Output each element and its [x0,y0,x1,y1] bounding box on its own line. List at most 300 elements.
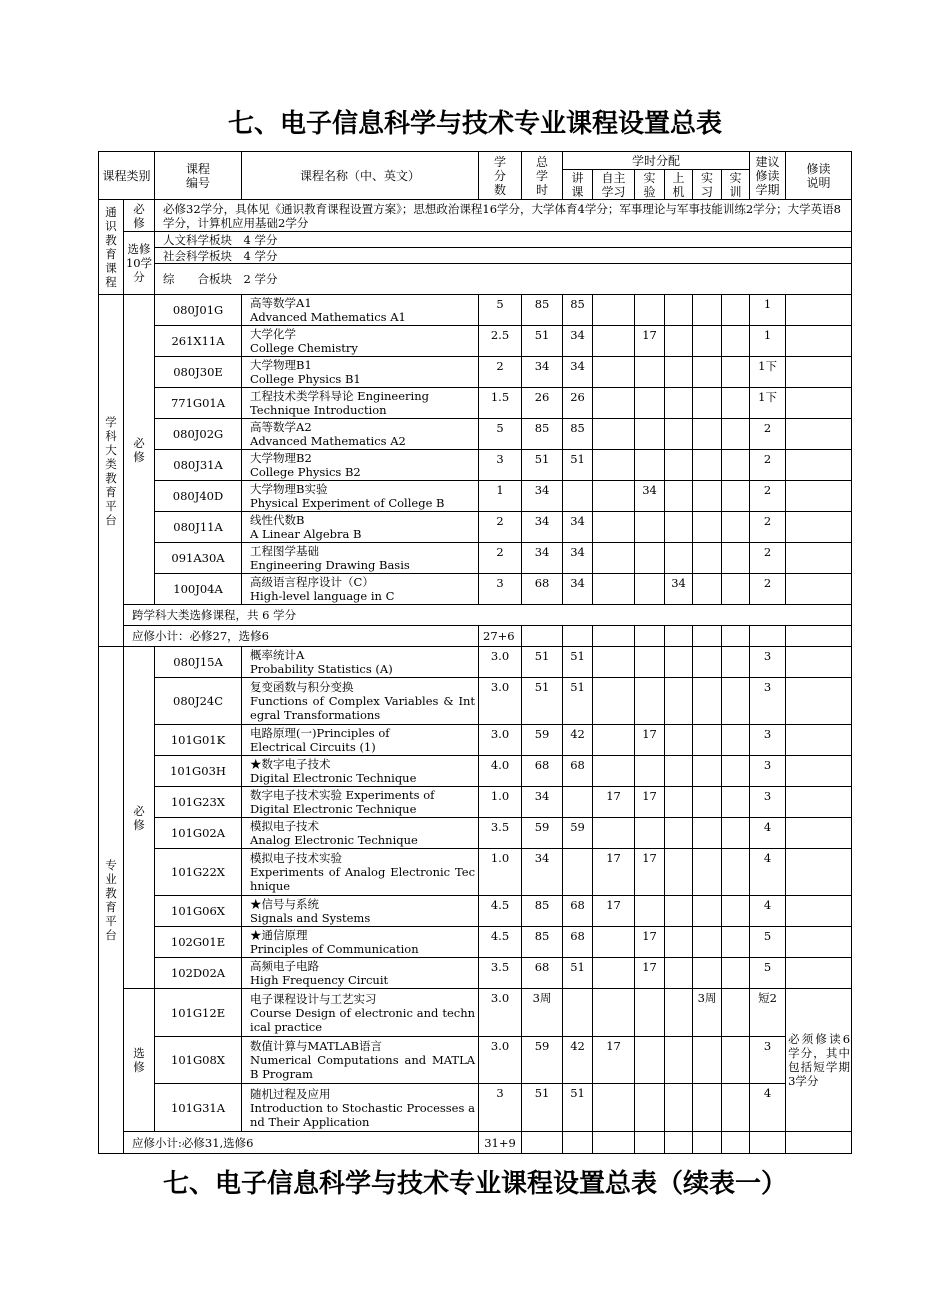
course-name [242,647,479,678]
credit-cell: 4.5 [479,896,522,927]
credit-cell: 2 [479,512,522,543]
experiment-cell [635,1084,665,1132]
course-code: 080J40D [155,481,242,512]
training-cell [722,357,750,388]
table-row [99,419,852,450]
term-cell: 4 [750,1084,786,1132]
course-name-en: Analog Electronic Technique [250,833,418,847]
header-training: 实训 [722,170,750,200]
training-cell [722,849,750,896]
term-cell: 5 [750,958,786,989]
experiment-cell [635,388,665,419]
course-code: 080J01G [155,295,242,326]
note-cell [786,787,852,818]
general-module: 人文科学板块 4 学分 [155,232,852,248]
self-study-cell [593,756,635,787]
credit-cell: 3 [479,450,522,481]
self-study-cell [593,818,635,849]
empty-cell [786,626,852,647]
self-study-cell: 17 [593,1037,635,1084]
course-name [242,896,479,927]
table-row [99,295,852,326]
training-cell [722,419,750,450]
computer-cell [665,326,693,357]
course-name [242,543,479,574]
term-cell: 1 [750,326,786,357]
experiment-cell: 17 [635,927,665,958]
note-cell [786,896,852,927]
empty-cell [693,1132,722,1154]
general-module: 综 合板块 2 学分 [155,264,852,295]
course-name-cn: ★通信原理 [250,928,308,942]
self-study-cell [593,512,635,543]
computer-cell [665,725,693,756]
credit-cell: 1.5 [479,388,522,419]
table-row [99,818,852,849]
course-name [242,787,479,818]
self-study-cell: 17 [593,787,635,818]
general-required-text: 必修32学分，具体见《通识教育课程设置方案》；思想政治课程16学分，大学体育4学分；军事理论与军事技能训练2学分；大学英语8学分，计算机应用基础2学分 [155,200,852,232]
experiment-cell [635,896,665,927]
training-cell [722,678,750,725]
total-hours-cell: 85 [522,896,563,927]
practice-cell [693,756,722,787]
credit-cell: 4.0 [479,756,522,787]
term-cell: 4 [750,849,786,896]
computer-cell [665,450,693,481]
experiment-cell [635,419,665,450]
course-name-cn: 高等数学A1 [250,296,312,310]
subtotal-label: 应修小计：必修27，选修6 [124,626,479,647]
term-cell: 3 [750,1037,786,1084]
lecture-cell [563,481,593,512]
lecture-cell: 85 [563,419,593,450]
practice-cell [693,787,722,818]
table-row [99,326,852,357]
practice-cell [693,512,722,543]
training-cell [722,388,750,419]
empty-cell [522,1132,563,1154]
empty-cell [786,1132,852,1154]
total-hours-cell: 34 [522,849,563,896]
training-cell [722,1084,750,1132]
training-cell [722,989,750,1037]
lecture-cell: 42 [563,1037,593,1084]
credit-cell: 5 [479,295,522,326]
empty-cell [722,1132,750,1154]
term-cell: 2 [750,450,786,481]
course-name [242,725,479,756]
computer-cell [665,927,693,958]
subtotal-value: 31+9 [479,1132,522,1154]
course-name-cn: 模拟电子技术实验 [250,851,343,865]
course-name-en: Numerical Computations and MATLAB Program [250,1053,476,1081]
experiment-cell: 17 [635,849,665,896]
course-name [242,1084,479,1132]
experiment-cell [635,574,665,605]
continued-title: 七、电子信息科学与技术专业课程设置总表（续表一） [162,1169,787,1199]
header-practice: 实习 [693,170,722,200]
course-name [242,958,479,989]
empty-cell [665,1132,693,1154]
course-name-en: College Chemistry [250,341,358,355]
experiment-cell: 17 [635,326,665,357]
note-cell [786,818,852,849]
computer-cell [665,818,693,849]
subtotal-row [99,1132,852,1154]
header-hour-distribution: 学时分配 [563,152,750,170]
lecture-cell: 51 [563,958,593,989]
course-code: 080J11A [155,512,242,543]
course-name [242,849,479,896]
discipline-platform-label: 学科大类教育平台 [99,295,124,647]
credit-cell: 1.0 [479,787,522,818]
computer-cell [665,543,693,574]
subtotal-row [99,626,852,647]
practice-cell [693,725,722,756]
computer-cell [665,647,693,678]
course-name-en: Physical Experiment of College B [250,496,445,510]
lecture-cell: 51 [563,678,593,725]
self-study-cell [593,927,635,958]
course-code: 101G08X [155,1037,242,1084]
training-cell [722,818,750,849]
lecture-cell: 42 [563,725,593,756]
course-name-en: Advanced Mathematics A2 [250,434,406,448]
credit-cell: 2 [479,357,522,388]
term-cell: 3 [750,787,786,818]
term-cell: 4 [750,896,786,927]
course-name-cn: ★信号与系统 [250,897,320,911]
course-code: 101G12E [155,989,242,1037]
total-hours-cell: 34 [522,543,563,574]
total-hours-cell: 85 [522,295,563,326]
credit-cell: 1.0 [479,849,522,896]
note-cell [786,419,852,450]
table-row [99,725,852,756]
self-study-cell [593,678,635,725]
term-cell: 3 [750,647,786,678]
term-cell: 2 [750,574,786,605]
credit-cell: 3.0 [479,989,522,1037]
empty-cell [665,626,693,647]
course-name [242,295,479,326]
header-credit: 学分数 [479,152,522,200]
computer-cell [665,481,693,512]
self-study-cell [593,481,635,512]
page-title: 七、电子信息科学与技术专业课程设置总表 [227,109,722,139]
course-name [242,818,479,849]
course-code: 101G06X [155,896,242,927]
course-code: 261X11A [155,326,242,357]
course-name-en: Digital Electronic Technique [250,802,417,816]
self-study-cell: 17 [593,849,635,896]
experiment-cell [635,678,665,725]
practice-cell [693,1037,722,1084]
table-row [99,678,852,725]
self-study-cell [593,357,635,388]
general-module: 社会科学板块 4 学分 [155,248,852,264]
self-study-cell [593,725,635,756]
computer-cell [665,989,693,1037]
term-cell: 4 [750,818,786,849]
table-row [99,896,852,927]
note-cell [786,512,852,543]
note-cell [786,574,852,605]
course-name-cn: 高频电子电路 [250,959,320,973]
course-name [242,388,479,419]
training-cell [722,725,750,756]
lecture-cell: 34 [563,326,593,357]
computer-cell [665,958,693,989]
training-cell [722,927,750,958]
course-name-cn: 大学物理B实验 [250,482,328,496]
lecture-cell: 59 [563,818,593,849]
course-code: 080J24C [155,678,242,725]
training-cell [722,647,750,678]
computer-cell [665,1037,693,1084]
course-name-en: Advanced Mathematics A1 [250,310,406,324]
practice-cell [693,450,722,481]
practice-cell [693,958,722,989]
computer-cell [665,295,693,326]
training-cell [722,896,750,927]
empty-cell [635,626,665,647]
term-cell: 5 [750,927,786,958]
course-name-en: Digital Electronic Technique [250,771,417,785]
term-cell: 1下 [750,357,786,388]
practice-cell [693,574,722,605]
lecture-cell: 34 [563,543,593,574]
empty-cell [522,626,563,647]
computer-cell [665,756,693,787]
training-cell [722,543,750,574]
course-code: 101G02A [155,818,242,849]
term-cell: 2 [750,419,786,450]
credit-cell: 3 [479,574,522,605]
training-cell [722,295,750,326]
training-cell [722,958,750,989]
experiment-cell [635,989,665,1037]
training-cell [722,450,750,481]
course-name-cn: ★数字电子技术 [250,757,331,771]
practice-cell [693,818,722,849]
empty-cell [563,1132,593,1154]
course-name-cn: 复变函数与积分变换 [250,680,354,694]
note-cell [786,725,852,756]
course-name [242,481,479,512]
course-name [242,756,479,787]
header-name: 课程名称（中、英文） [242,152,479,200]
total-hours-cell: 59 [522,1037,563,1084]
table-row [99,481,852,512]
training-cell [722,787,750,818]
computer-cell: 34 [665,574,693,605]
lecture-cell [563,849,593,896]
self-study-cell [593,419,635,450]
note-cell [786,357,852,388]
general-elective-label: 选修10学分 [124,232,155,295]
course-name-cn: 概率统计A [250,648,305,662]
practice-cell [693,357,722,388]
credit-cell: 2 [479,543,522,574]
practice-cell [693,678,722,725]
practice-cell [693,295,722,326]
total-hours-cell: 34 [522,787,563,818]
course-name-cn: 数字电子技术实验 Experiments of [250,788,435,802]
credit-cell: 4.5 [479,927,522,958]
total-hours-cell: 51 [522,326,563,357]
header-self-study: 自主学习 [593,170,635,200]
table-row [99,849,852,896]
lecture-cell: 51 [563,647,593,678]
course-name [242,326,479,357]
table-row [99,1037,852,1084]
self-study-cell: 17 [593,896,635,927]
course-name-cn: 高级语言程序设计（C） [250,575,374,589]
total-hours-cell: 68 [522,958,563,989]
computer-cell [665,896,693,927]
self-study-cell [593,958,635,989]
table-row [99,647,852,678]
course-name-cn: 数值计算与MATLAB语言 [250,1039,383,1053]
self-study-cell [593,295,635,326]
lecture-cell [563,787,593,818]
term-cell: 2 [750,481,786,512]
computer-cell [665,849,693,896]
course-name-en: Course Design of electronic and technical practice [250,1005,476,1034]
experiment-cell [635,1037,665,1084]
total-hours-cell: 34 [522,512,563,543]
computer-cell [665,388,693,419]
practice-cell [693,326,722,357]
course-name-en: High Frequency Circuit [250,973,389,987]
table-row [99,357,852,388]
self-study-cell [593,543,635,574]
elective-note: 必须修读6学分，其中包括短学期3学分 [786,989,852,1132]
computer-cell [665,1084,693,1132]
practice-cell [693,481,722,512]
experiment-cell [635,357,665,388]
experiment-cell: 17 [635,787,665,818]
experiment-cell: 34 [635,481,665,512]
cross-elective-row: 跨学科大类选修课程，共 6 学分 [124,605,852,626]
course-name-cn: 工程技术类学科导论 Engineering [250,389,429,403]
credit-cell: 3.5 [479,818,522,849]
total-hours-cell: 26 [522,388,563,419]
credit-cell: 3.0 [479,647,522,678]
self-study-cell [593,450,635,481]
practice-cell: 3周 [693,989,722,1037]
discipline-required-label: 必修 [124,295,155,605]
empty-cell [750,1132,786,1154]
total-hours-cell: 51 [522,450,563,481]
total-hours-cell: 51 [522,1084,563,1132]
term-cell: 1下 [750,388,786,419]
course-code: 101G01K [155,725,242,756]
note-cell [786,450,852,481]
experiment-cell [635,295,665,326]
note-cell [786,326,852,357]
self-study-cell [593,647,635,678]
course-name-cn: 工程图学基础 [250,544,320,558]
lecture-cell: 85 [563,295,593,326]
experiment-cell [635,450,665,481]
training-cell [722,574,750,605]
course-name [242,450,479,481]
course-name-cn: 大学化学 [250,327,297,341]
note-cell [786,756,852,787]
course-name-en: Engineering Drawing Basis [250,558,410,572]
computer-cell [665,678,693,725]
course-name-en: Principles of Communication [250,942,419,956]
course-code: 101G23X [155,787,242,818]
course-name-en: Signals and Systems [250,911,371,925]
note-cell [786,958,852,989]
practice-cell [693,849,722,896]
lecture-cell: 68 [563,756,593,787]
computer-cell [665,787,693,818]
note-cell [786,647,852,678]
term-cell: 3 [750,725,786,756]
credit-cell: 1 [479,481,522,512]
experiment-cell [635,756,665,787]
self-study-cell [593,388,635,419]
course-name [242,357,479,388]
practice-cell [693,543,722,574]
total-hours-cell: 68 [522,756,563,787]
practice-cell [693,419,722,450]
course-code: 102D02A [155,958,242,989]
subtotal-label: 应修小计:必修31,选修6 [124,1132,479,1154]
total-hours-cell: 51 [522,678,563,725]
table-row [99,1084,852,1132]
course-name-en: Introduction to Stochastic Processes and Their Application [250,1100,476,1129]
practice-cell [693,388,722,419]
course-code: 080J31A [155,450,242,481]
total-hours-cell: 51 [522,647,563,678]
empty-cell [593,626,635,647]
lecture-cell: 51 [563,1084,593,1132]
major-required-label: 必修 [124,647,155,989]
course-code: 101G31A [155,1084,242,1132]
course-code: 100J04A [155,574,242,605]
term-cell: 3 [750,756,786,787]
course-name-cn: 电路原理(一)Principles of [250,726,390,740]
table-row [99,543,852,574]
course-name [242,678,479,725]
term-cell: 3 [750,678,786,725]
major-elective-label: 选修 [124,989,155,1132]
table-row [99,450,852,481]
table-row [99,927,852,958]
empty-cell [722,626,750,647]
general-required-label: 必修 [124,200,155,232]
training-cell [722,1037,750,1084]
note-cell [786,849,852,896]
course-name-en: A Linear Algebra B [250,527,362,541]
course-name-en: Technique Introduction [250,403,387,417]
lecture-cell: 26 [563,388,593,419]
course-name-en: Probability Statistics (A) [250,662,393,676]
credit-cell: 3.5 [479,958,522,989]
self-study-cell [593,574,635,605]
practice-cell [693,896,722,927]
header-total-hours: 总学时 [522,152,563,200]
total-hours-cell: 68 [522,574,563,605]
total-hours-cell: 34 [522,357,563,388]
term-cell: 1 [750,295,786,326]
